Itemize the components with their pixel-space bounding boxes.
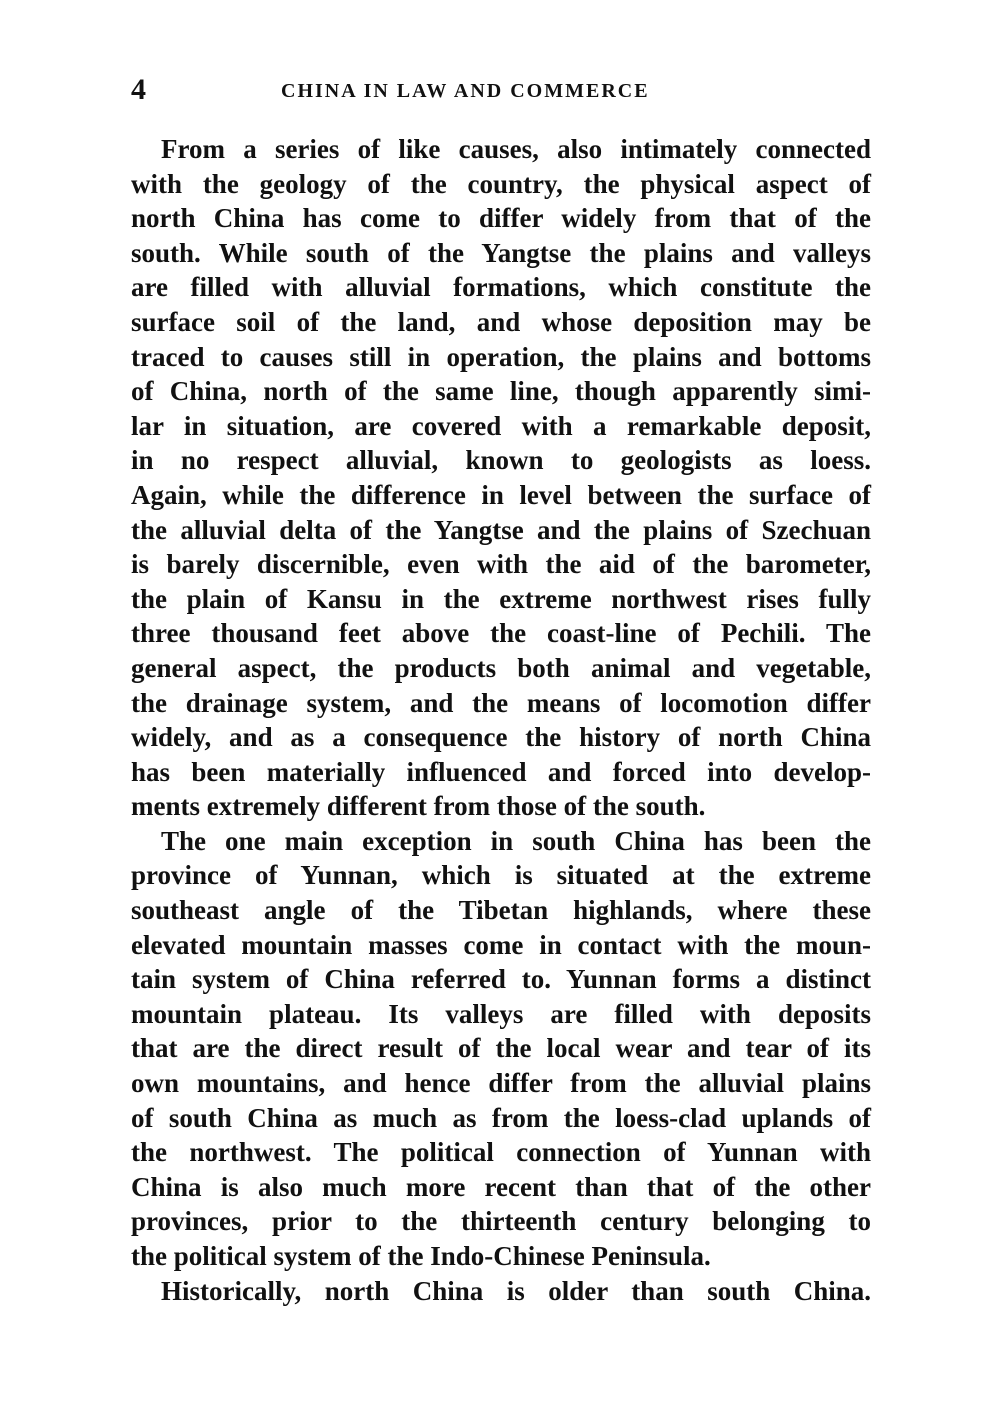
text-line: the political system of the Indo-Chinese Peninsula. bbox=[131, 1241, 711, 1271]
text-line: ments extremely different from those of the south. bbox=[131, 791, 706, 822]
text-line: are filled with alluvial formations, which constitute the bbox=[131, 272, 871, 303]
text-line: the plain of Kansu in the extreme northwest rises fully bbox=[131, 583, 871, 614]
page-number: 4 bbox=[131, 73, 146, 106]
text-line: traced to causes still in operation, the plains and bottoms bbox=[131, 341, 871, 372]
text-line: own mountains, and hence differ from the alluvial plains bbox=[131, 1068, 871, 1099]
text-line: of south China as much as from the loess-clad uplands of bbox=[131, 1102, 871, 1133]
text-line: that are the direct result of the local wear and tear of its bbox=[131, 1033, 871, 1064]
text-line: the alluvial delta of the Yangtse and the plains of Szechuan bbox=[131, 514, 871, 545]
paragraph-2 bbox=[131, 824, 871, 1274]
text-line: provinces, prior to the thirteenth century belonging to bbox=[131, 1206, 871, 1237]
text-line: From a series of like causes, also intimately connected bbox=[161, 134, 871, 164]
text-line: tain system of China referred to. Yunnan forms a distinct bbox=[131, 964, 871, 995]
text-line: with the geology of the country, the physical aspect of bbox=[131, 168, 871, 199]
text-line: north China has come to differ widely from that of the bbox=[131, 203, 871, 234]
text-line: of China, north of the same line, though apparently simi- bbox=[131, 376, 871, 407]
text-line: the northwest. The political connection of Yunnan with bbox=[131, 1137, 871, 1168]
paragraph-1 bbox=[131, 132, 871, 824]
text-line: the drainage system, and the means of locomotion differ bbox=[131, 687, 871, 718]
text-line: Again, while the difference in level between the surface of bbox=[131, 479, 871, 510]
text-line: is barely discernible, even with the aid of the barometer, bbox=[131, 549, 871, 580]
text-line: south. While south of the Yangtse the plains and valleys bbox=[131, 237, 871, 268]
paragraph-3 bbox=[131, 1274, 871, 1309]
text-line: Historically, north China is older than south China. bbox=[161, 1275, 871, 1306]
text-line: lar in situation, are covered with a remarkable deposit, bbox=[131, 410, 871, 441]
text-line: widely, and as a consequence the history of north China bbox=[131, 722, 871, 753]
running-head-title: CHINA IN LAW AND COMMERCE bbox=[281, 80, 650, 102]
page-header bbox=[131, 72, 871, 108]
text-line: southeast angle of the Tibetan highlands, where these bbox=[131, 895, 871, 926]
text-line: in no respect alluvial, known to geologists as loess. bbox=[131, 445, 871, 476]
text-line: The one main exception in south China has been the bbox=[161, 825, 871, 856]
text-line: has been materially influenced and forced into develop- bbox=[131, 756, 871, 787]
text-line: three thousand feet above the coast-line of Pechili. The bbox=[131, 618, 871, 649]
text-line: China is also much more recent than that of the other bbox=[131, 1171, 871, 1202]
text-line: province of Yunnan, which is situated at the extreme bbox=[131, 860, 871, 891]
text-line: surface soil of the land, and whose deposition may be bbox=[131, 306, 871, 337]
text-line: elevated mountain masses come in contact with the moun- bbox=[131, 929, 871, 960]
text-line: mountain plateau. Its valleys are filled with deposits bbox=[131, 998, 871, 1029]
body-text bbox=[131, 132, 871, 1308]
text-line: general aspect, the products both animal and vegetable, bbox=[131, 652, 871, 683]
